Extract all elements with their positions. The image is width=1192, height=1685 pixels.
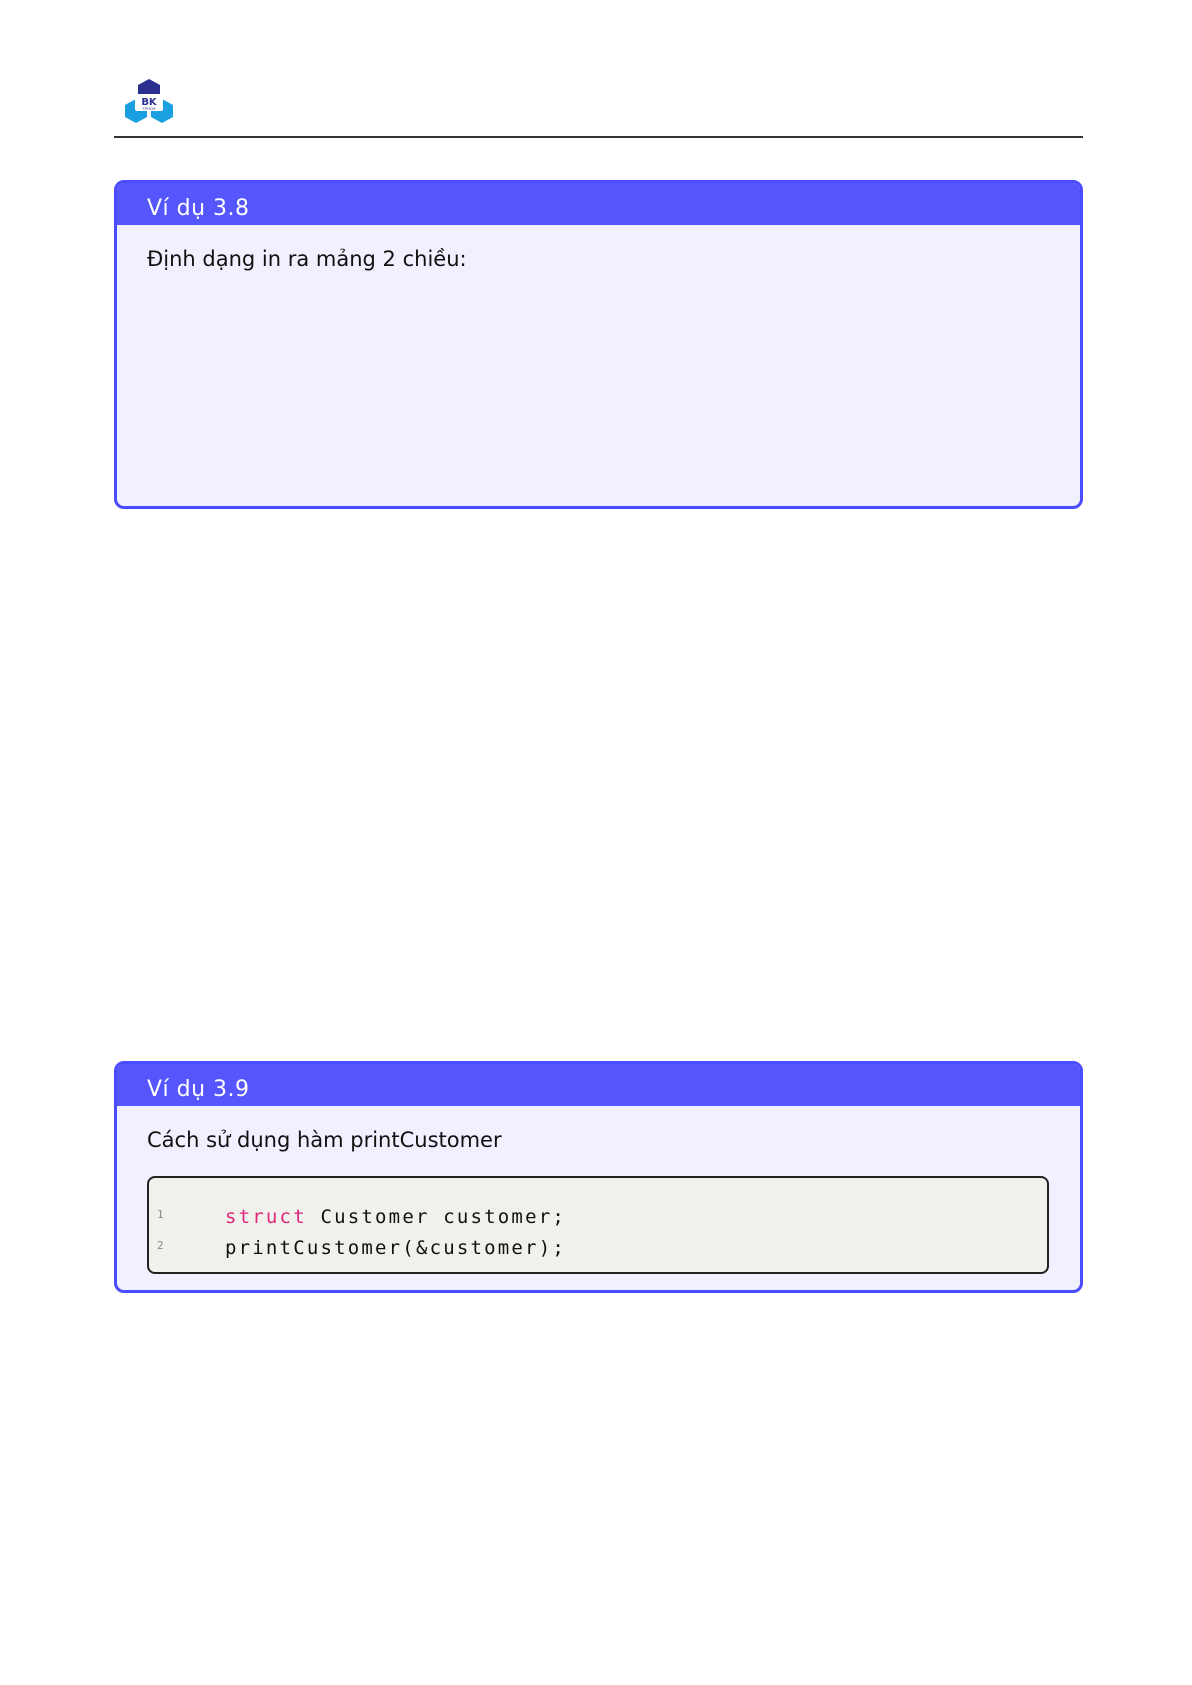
example-box-3-9 [114, 1061, 1083, 1293]
code-keyword: struct [225, 1206, 307, 1228]
example-box-3-8 [114, 180, 1083, 509]
example-text: Cách sử dụng hàm printCustomer [147, 1128, 502, 1152]
code-text [225, 1237, 566, 1259]
example-text: Định dạng in ra mảng 2 chiều: [147, 247, 467, 271]
code-block [147, 1176, 1049, 1274]
code-line [149, 1206, 1047, 1236]
line-number: 1 [157, 1208, 164, 1221]
logo-text: BK [141, 97, 157, 108]
code-text [225, 1206, 566, 1228]
header-divider [114, 136, 1083, 138]
university-logo [124, 77, 174, 127]
code-rest: printCustomer(&customer); [225, 1237, 566, 1259]
code-rest: Customer customer; [306, 1206, 566, 1228]
example-title: Ví dụ 3.9 [117, 1064, 1080, 1106]
example-title: Ví dụ 3.8 [117, 183, 1080, 225]
line-number: 2 [157, 1239, 164, 1252]
code-line [149, 1237, 1047, 1267]
logo-subtext: TP.HCM [142, 107, 156, 111]
